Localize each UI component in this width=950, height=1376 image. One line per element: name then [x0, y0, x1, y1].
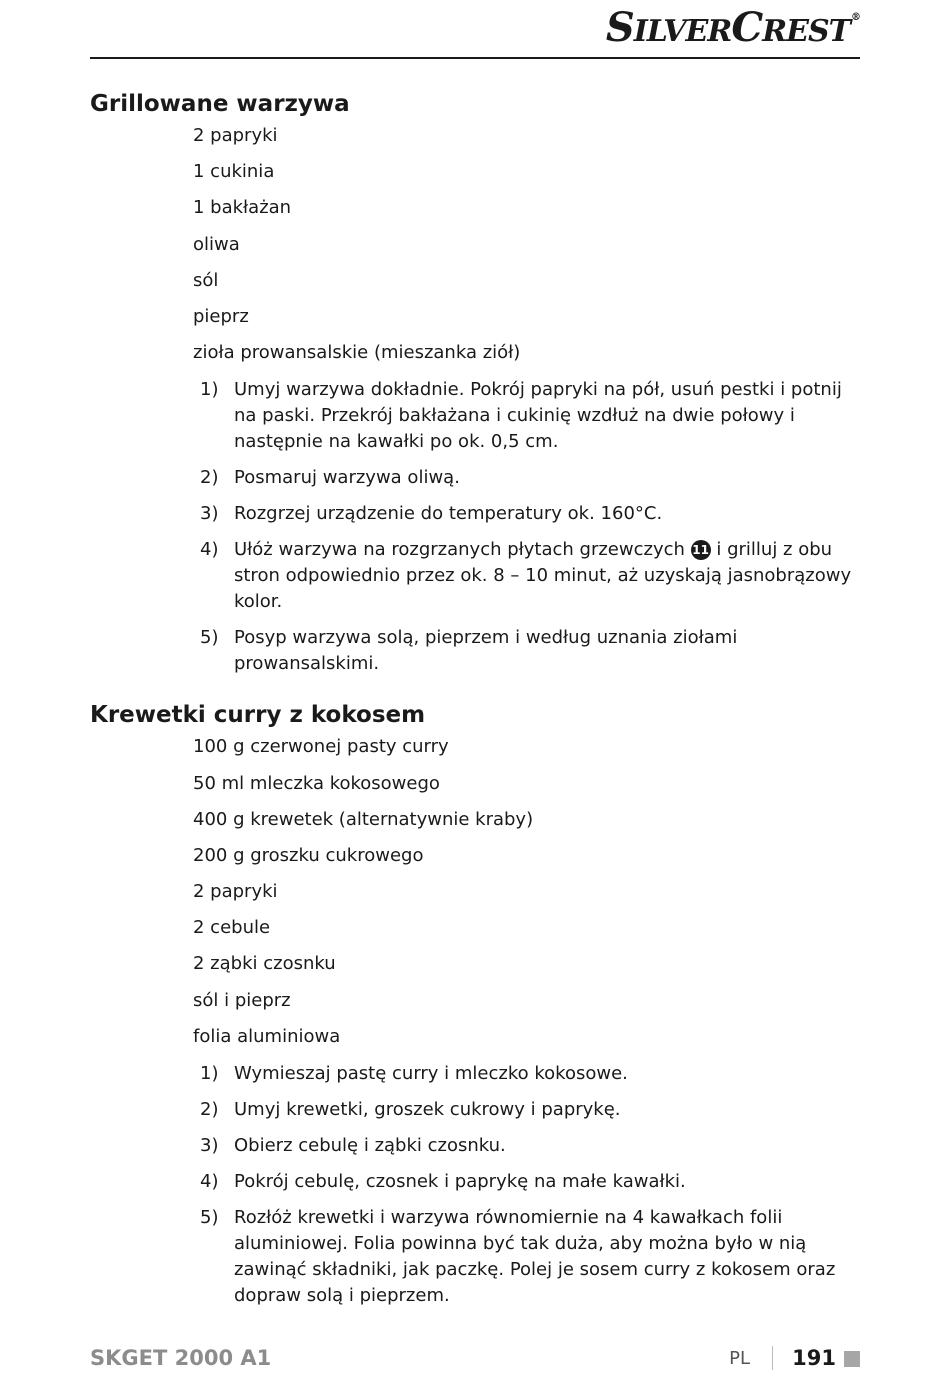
recipe-title: Grillowane warzywa: [90, 91, 350, 117]
recipe-grilled-vegetables: [90, 88, 860, 677]
step-text: i grilluj z obu stron odpowiednio przez ok. 8 – 10 minut, aż uzyskają jasnobrązowy kolor.: [234, 539, 852, 613]
footer-divider: [772, 1346, 773, 1370]
step-item: [200, 537, 860, 615]
ingredient-list: [90, 124, 860, 365]
ingredient-item: pieprz: [193, 305, 249, 327]
step-text: Posmaruj warzywa oliwą.: [234, 467, 460, 489]
ingredient-item: 1 cukinia: [193, 161, 275, 183]
step-item: [200, 465, 860, 491]
brand-logo: SILVERCREST®: [605, 4, 860, 51]
recipe-curry-shrimp: [90, 699, 860, 1309]
page-header: [90, 0, 860, 60]
ingredient-item: 50 ml mleczka kokosowego: [193, 772, 440, 794]
page-footer: [90, 1346, 860, 1376]
step-list: [90, 377, 860, 677]
step-number: 5): [200, 627, 219, 649]
square-marker-icon: [844, 1351, 860, 1367]
ingredient-item: 400 g krewetek (alternatywnie kraby): [193, 808, 534, 830]
step-text: Wymieszaj pastę curry i mleczko kokosowe.: [234, 1063, 628, 1084]
ingredient-item: 2 papryki: [193, 881, 278, 903]
step-list: [90, 1061, 860, 1309]
ingredient-item: 2 ząbki czosnku: [193, 953, 336, 975]
step-text: Rozgrzej urządzenie do temperatury ok. 160°C.: [234, 503, 663, 525]
step-item: [200, 1061, 860, 1087]
step-text: Posyp warzywa solą, pieprzem i według uznania ziołami prowansalskimi.: [234, 627, 738, 675]
step-text: Ułóż warzywa na rozgrzanych płytach grzewczych: [234, 539, 685, 561]
part-reference-badge: 11: [691, 540, 711, 560]
step-text: Umyj warzywa dokładnie. Pokrój papryki na pół, usuń pestki i potnij na paski. Przekrój bakłażana i cukinię wzdłuż na dwie połowy i następnie na kawałki po ok. 0,5 cm.: [234, 379, 842, 453]
ingredient-item: 2 cebule: [193, 917, 271, 939]
recipe-title: Krewetki curry z kokosem: [90, 702, 426, 729]
step-text: Obierz cebulę i ząbki czosnku.: [234, 1135, 506, 1156]
ingredient-item: sól i pieprz: [193, 989, 291, 1011]
step-number: 3): [200, 1135, 219, 1156]
step-number: 4): [200, 539, 219, 561]
step-text: Umyj krewetki, groszek cukrowy i paprykę.: [234, 1099, 621, 1120]
language-code: PL: [729, 1348, 750, 1369]
step-number: 2): [200, 1099, 219, 1120]
step-number: 1): [200, 1063, 219, 1084]
step-item: [200, 1133, 860, 1159]
step-number: 5): [200, 1207, 219, 1228]
ingredient-item: oliwa: [193, 233, 240, 255]
step-text: Rozłóż krewetki i warzywa równomiernie na 4 kawałkach folii aluminiowej. Folia powinna być tak duża, aby można było w nią zawinąć składniki, jak paczkę. Polej je sosem curry z kokosem oraz dopraw solą i pieprzem.: [234, 1207, 836, 1306]
step-item: [200, 1205, 860, 1309]
step-item: [200, 1097, 860, 1123]
ingredient-item: zioła prowansalskie (mieszanka ziół): [193, 342, 521, 364]
step-number: 4): [200, 1171, 219, 1192]
step-text: Pokrój cebulę, czosnek i paprykę na małe kawałki.: [234, 1171, 686, 1192]
ingredient-item: 2 papryki: [193, 125, 278, 146]
step-number: 2): [200, 467, 219, 489]
page-content: [90, 88, 860, 1319]
step-number: 3): [200, 503, 219, 525]
step-item: [200, 1169, 860, 1195]
ingredient-item: 200 g groszku cukrowego: [193, 844, 424, 866]
ingredient-item: 100 g czerwonej pasty curry: [193, 736, 449, 758]
ingredient-item: 1 bakłażan: [193, 197, 292, 219]
model-number: SKGET 2000 A1: [90, 1346, 272, 1370]
step-item: [200, 377, 860, 455]
step-item: [200, 625, 860, 677]
ingredient-item: folia aluminiowa: [193, 1025, 341, 1047]
header-rule: [90, 57, 860, 59]
ingredient-item: sól: [193, 269, 219, 291]
step-number: 1): [200, 379, 219, 401]
step-item: [200, 501, 860, 527]
page-number: 191: [792, 1346, 836, 1370]
ingredient-list: [90, 735, 860, 1049]
